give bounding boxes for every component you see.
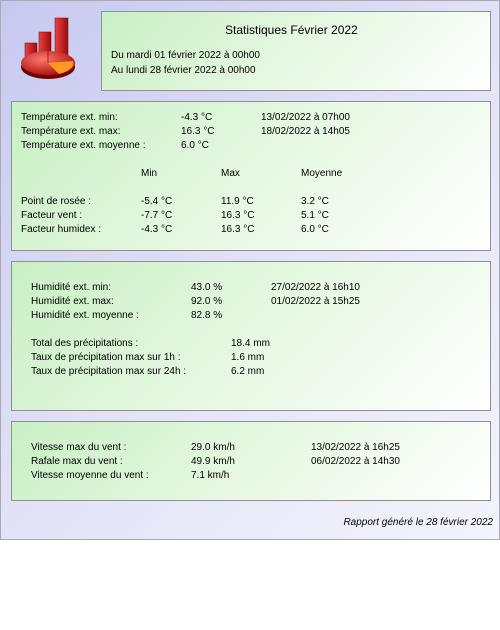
temp-mean-value: 6.0 °C: [181, 140, 209, 151]
humidex-max: 16.3 °C: [221, 224, 255, 235]
column-header-max: Max: [221, 168, 240, 179]
humidity-max-value: 92.0 %: [191, 296, 223, 307]
rain-max1h-label: Taux de précipitation max sur 1h :: [31, 352, 181, 363]
windchill-max: 16.3 °C: [221, 210, 255, 221]
dewpoint-mean: 3.2 °C: [301, 196, 329, 207]
temperature-panel: [11, 101, 491, 251]
wind-gust-label: Rafale max du vent :: [31, 456, 123, 467]
humidex-min: -4.3 °C: [141, 224, 173, 235]
wind-max-value: 29.0 km/h: [191, 442, 235, 453]
wind-mean-value: 7.1 km/h: [191, 470, 230, 481]
report-title: Statistiques Février 2022: [225, 23, 358, 37]
rain-total-label: Total des précipitations :: [31, 338, 139, 349]
humidity-min-value: 43.0 %: [191, 282, 223, 293]
humidex-label: Facteur humidex :: [21, 224, 102, 235]
temp-max-date: 18/02/2022 à 14h05: [261, 126, 350, 137]
humidex-mean: 6.0 °C: [301, 224, 329, 235]
rain-total-value: 18.4 mm: [231, 338, 270, 349]
column-header-mean: Moyenne: [301, 168, 343, 179]
report-footer: Rapport généré le 28 février 2022: [343, 517, 493, 528]
humidity-max-label: Humidité ext. max:: [31, 296, 114, 307]
dewpoint-min: -5.4 °C: [141, 196, 173, 207]
dewpoint-label: Point de rosée :: [21, 196, 92, 207]
humidity-mean-value: 82.8 %: [191, 310, 223, 321]
wind-panel: [11, 421, 491, 501]
wind-gust-value: 49.9 km/h: [191, 456, 235, 467]
windchill-min: -7.7 °C: [141, 210, 173, 221]
temp-min-date: 13/02/2022 à 07h00: [261, 112, 350, 123]
temp-max-label: Température ext. max:: [21, 126, 121, 137]
wind-max-label: Vitesse max du vent :: [31, 442, 127, 453]
rain-max24h-value: 6.2 mm: [231, 366, 265, 377]
temp-min-value: -4.3 °C: [181, 112, 213, 123]
wind-mean-label: Vitesse moyenne du vent :: [31, 470, 149, 481]
period-end: Au lundi 28 février 2022 à 00h00: [111, 65, 256, 76]
period-start: Du mardi 01 février 2022 à 00h00: [111, 50, 260, 61]
statistics-chart-icon: [19, 15, 77, 81]
rain-max1h-value: 1.6 mm: [231, 352, 265, 363]
wind-gust-date: 06/02/2022 à 14h30: [311, 456, 400, 467]
windchill-label: Facteur vent :: [21, 210, 83, 221]
column-header-min: Min: [141, 168, 158, 179]
windchill-mean: 5.1 °C: [301, 210, 329, 221]
wind-max-date: 13/02/2022 à 16h25: [311, 442, 400, 453]
humidity-min-date: 27/02/2022 à 16h10: [271, 282, 360, 293]
temp-max-value: 16.3 °C: [181, 126, 215, 137]
rain-max24h-label: Taux de précipitation max sur 24h :: [31, 366, 187, 377]
humidity-rain-panel: [11, 261, 491, 411]
dewpoint-max: 11.9 °C: [221, 196, 254, 207]
humidity-min-label: Humidité ext. min:: [31, 282, 112, 293]
temp-min-label: Température ext. min:: [21, 112, 118, 123]
humidity-mean-label: Humidité ext. moyenne :: [31, 310, 139, 321]
humidity-max-date: 01/02/2022 à 15h25: [271, 296, 360, 307]
report-header-panel: [101, 11, 491, 91]
temp-mean-label: Température ext. moyenne :: [21, 140, 146, 151]
